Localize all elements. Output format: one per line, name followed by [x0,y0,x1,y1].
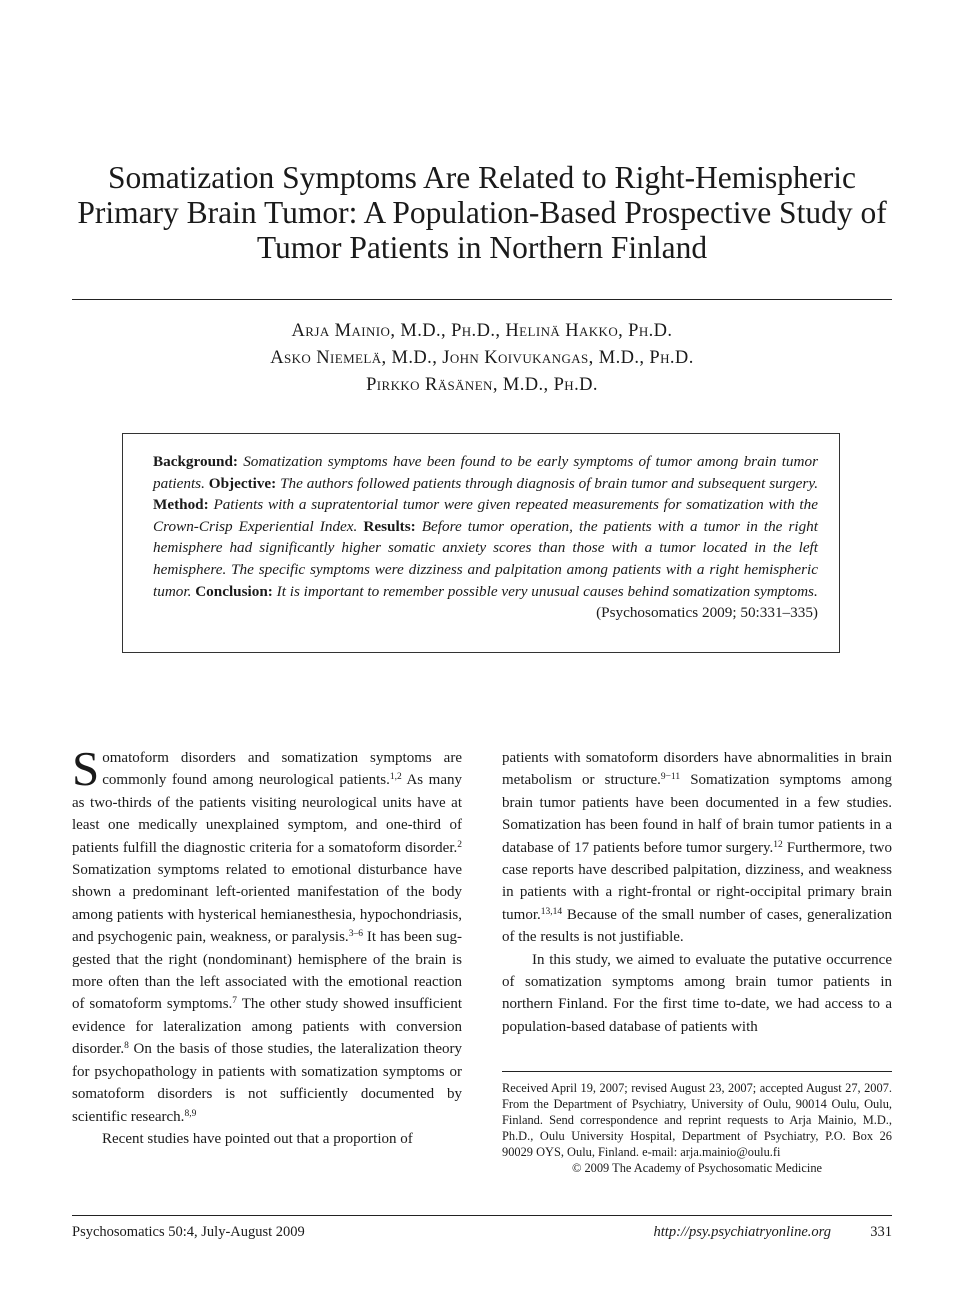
reference-link[interactable]: 7 [232,996,238,1007]
body-paragraph [502,747,892,949]
body-text: As many as two-thirds of the patients visiting neurological units have at least one medically unexplained symptom, and one-third of patients fulfill the diagnostic criteria for a somatoform disorder. [72,772,462,856]
background-text: Somatization symptoms have been found to be early symptoms of tumor among brain tumor patients. [153,453,818,492]
body-column-right [502,747,892,1038]
body-column-left [72,741,462,1150]
reference-link[interactable]: 8,9 [184,1108,197,1119]
objective-text: The authors followed patients through diagnosis of brain tumor and subsequent surgery. [280,474,819,492]
reference-link[interactable]: 12 [773,839,783,850]
drop-cap: S [72,741,100,796]
body-text: Somatization symptoms among brain tumor patients have been documented in a few studies. Somatization has been found in half of brain tumor patients in a database of 17 patients before tumor surgery. [502,772,892,856]
body-text: Because of the small number of cases, generalization of the results is not justifiable. [502,906,892,946]
article-title: Somatization Symptoms Are Related to Right-Hemispheric Primary Brain Tumor: A Population-Based Prospective Study of Tumor Patients in Northern Finland [77,160,887,265]
author-line: Arja Mainio, M.D., Ph.D., Helinä Hakko, Ph.D. [291,321,673,341]
author-line: Asko Niemelä, M.D., John Koivukangas, M.D., Ph.D. [270,348,694,368]
body-text: It has been suggested that the right (nondominant) hemisphere of the brain is more often than the left associated with the emotional reaction of somatoform symptoms. [72,929,462,1013]
body-text: The other study showed insufficient evidence for lateralization among patients with conversion disorder. [72,996,462,1058]
reference-link[interactable]: 8 [124,1041,129,1052]
body-text: Furthermore, two case reports have described palpitation, dizziness, and weakness in patients with a right-frontal or right-occipital primary brain tumor. [502,839,892,923]
reference-link[interactable]: 3–6 [348,929,363,940]
method-label: Method: [153,496,209,514]
footer-divider [72,1215,892,1216]
footnote [502,1080,892,1176]
method-text: Patients with a supratentorial tumor were given repeated measurements for somatization with the Crown-Crisp Experiential Index. [153,496,818,535]
journal-issue: Psychosomatics 50:4, July-August 2009 [72,1224,305,1240]
body-paragraph [72,741,462,1128]
body-text: patients with somatoform disorders have abnormalities in brain metabolism or structure. [502,750,892,789]
journal-url-link[interactable]: http://psy.psychiatryonline.org [653,1224,831,1240]
conclusion-text: It is important to remember possible very unusual causes behind somatization symptoms. [276,582,818,600]
reference-link[interactable]: 2 [457,839,462,850]
footnote-text: Received April 19, 2007; revised August 23, 2007; accepted August 27, 2007. From the Department of Psychiatry, University of Oulu, 90014 Oulu, Oulu, Finland. Send correspondence and reprint requests to Arja Mainio, M.D., Ph.D., Oulu University Hospital, Department of Psychiatry, P.O. Box 26 90029 OYS, Oulu, Finland. e-mail: arja.mainio@oulu.fi [502,1081,892,1159]
body-text: omatoform disorders and somatization symptoms are commonly found among neurological patients. [102,750,462,789]
abstract-text [153,451,818,602]
body-text: On the basis of those studies, the lateralization theory for psychopathology in patients with somatization symptoms or somatoform disorders is not sufficiently documented by scientific research. [72,1041,462,1125]
abstract-citation: (Psychosomatics 2009; 50:331–335) [596,604,818,622]
author-line: Pirkko Räsänen, M.D., Ph.D. [366,375,598,395]
results-label: Results: [363,517,416,535]
background-label: Background: [153,453,238,470]
body-text: Somatization symptoms related to emotional disturbance have shown a predominant left-oriented manifestation of the body among patients with hysterical hemianesthesia, hypochondriasis, and psychogenic pain, weakness, or paralysis. [72,862,462,946]
page-number: 331 [870,1224,892,1240]
body-paragraph: In this study, we aimed to evaluate the putative occurrence of somatization symptoms among brain tumor patients in northern Finland. For the first time to-date, we had access to a population-based database of patients with [502,951,892,1035]
body-paragraph: Recent studies have pointed out that a proportion of [102,1130,413,1147]
footnote-divider [502,1071,892,1072]
reference-link[interactable]: 13,14 [540,906,563,917]
objective-label: Objective: [208,474,277,492]
conclusion-label: Conclusion: [195,582,273,600]
author-list [72,318,892,399]
reference-link[interactable]: 9−11 [660,772,681,783]
reference-link[interactable]: 1,2 [389,772,402,783]
copyright-notice: © 2009 The Academy of Psychosomatic Medicine [571,1161,823,1175]
abstract-box [122,433,840,653]
title-divider [72,299,892,300]
results-text: Before tumor operation, the patients with a tumor in the right hemisphere had significantly higher somatic anxiety scores than those with a tumor located in the left hemisphere. The specific symptoms were dizziness and palpitation among patients with a right hemispheric tumor. [153,517,818,600]
